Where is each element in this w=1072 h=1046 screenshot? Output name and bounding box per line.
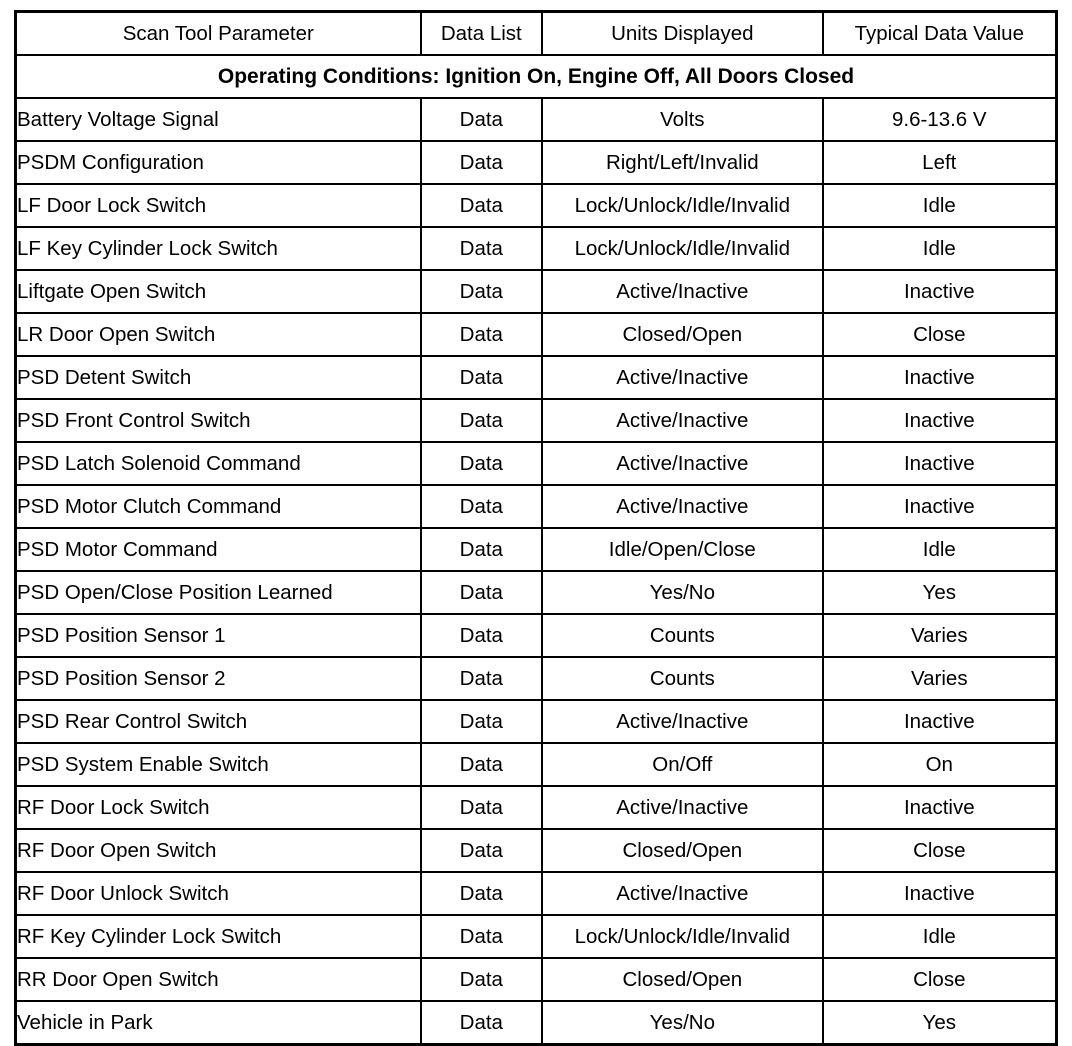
cell-parameter: LF Key Cylinder Lock Switch xyxy=(16,227,421,270)
cell-units: Closed/Open xyxy=(542,958,823,1001)
cell-parameter: LF Door Lock Switch xyxy=(16,184,421,227)
cell-parameter: PSD Rear Control Switch xyxy=(16,700,421,743)
cell-parameter: Battery Voltage Signal xyxy=(16,98,421,141)
table-body xyxy=(16,55,1057,1045)
cell-data-list: Data xyxy=(421,356,543,399)
cell-data-list: Data xyxy=(421,528,543,571)
cell-data-list: Data xyxy=(421,1001,543,1045)
cell-value: Idle xyxy=(823,528,1057,571)
cell-value: Left xyxy=(823,141,1057,184)
table-row xyxy=(16,227,1057,270)
cell-value: Close xyxy=(823,829,1057,872)
cell-value: Inactive xyxy=(823,356,1057,399)
cell-units: Lock/Unlock/Idle/Invalid xyxy=(542,227,823,270)
table-header xyxy=(16,12,1057,56)
cell-parameter: PSD Motor Command xyxy=(16,528,421,571)
cell-value: Inactive xyxy=(823,442,1057,485)
cell-parameter: PSDM Configuration xyxy=(16,141,421,184)
table-row xyxy=(16,571,1057,614)
cell-value: Inactive xyxy=(823,270,1057,313)
cell-value: Idle xyxy=(823,184,1057,227)
cell-parameter: PSD Latch Solenoid Command xyxy=(16,442,421,485)
operating-conditions-row xyxy=(16,55,1057,98)
table-row xyxy=(16,1001,1057,1045)
column-header-units: Units Displayed xyxy=(542,12,823,56)
cell-units: Active/Inactive xyxy=(542,700,823,743)
table-row xyxy=(16,872,1057,915)
scan-tool-parameter-table xyxy=(14,10,1058,1046)
cell-data-list: Data xyxy=(421,442,543,485)
cell-data-list: Data xyxy=(421,313,543,356)
cell-value: Inactive xyxy=(823,872,1057,915)
cell-value: Inactive xyxy=(823,399,1057,442)
cell-parameter: PSD Position Sensor 1 xyxy=(16,614,421,657)
cell-parameter: RF Door Lock Switch xyxy=(16,786,421,829)
cell-value: Inactive xyxy=(823,786,1057,829)
cell-parameter: PSD Front Control Switch xyxy=(16,399,421,442)
cell-data-list: Data xyxy=(421,270,543,313)
cell-units: Active/Inactive xyxy=(542,872,823,915)
table-row xyxy=(16,743,1057,786)
cell-units: Closed/Open xyxy=(542,313,823,356)
cell-value: Varies xyxy=(823,657,1057,700)
cell-units: Yes/No xyxy=(542,571,823,614)
cell-parameter: Vehicle in Park xyxy=(16,1001,421,1045)
cell-value: 9.6-13.6 V xyxy=(823,98,1057,141)
cell-parameter: RF Door Open Switch xyxy=(16,829,421,872)
cell-value: On xyxy=(823,743,1057,786)
cell-data-list: Data xyxy=(421,872,543,915)
cell-units: Yes/No xyxy=(542,1001,823,1045)
cell-units: Counts xyxy=(542,657,823,700)
cell-units: Active/Inactive xyxy=(542,399,823,442)
cell-parameter: RR Door Open Switch xyxy=(16,958,421,1001)
cell-parameter: PSD Open/Close Position Learned xyxy=(16,571,421,614)
cell-parameter: PSD Position Sensor 2 xyxy=(16,657,421,700)
cell-data-list: Data xyxy=(421,915,543,958)
cell-units: Active/Inactive xyxy=(542,485,823,528)
table-row xyxy=(16,98,1057,141)
cell-data-list: Data xyxy=(421,98,543,141)
table-row xyxy=(16,141,1057,184)
table-row xyxy=(16,829,1057,872)
cell-data-list: Data xyxy=(421,184,543,227)
table-row xyxy=(16,657,1057,700)
cell-units: Counts xyxy=(542,614,823,657)
table-row xyxy=(16,700,1057,743)
cell-data-list: Data xyxy=(421,399,543,442)
cell-data-list: Data xyxy=(421,786,543,829)
cell-parameter: RF Door Unlock Switch xyxy=(16,872,421,915)
operating-conditions-text: Operating Conditions: Ignition On, Engine Off, All Doors Closed xyxy=(16,55,1057,98)
cell-units: Active/Inactive xyxy=(542,786,823,829)
table-row xyxy=(16,786,1057,829)
cell-value: Idle xyxy=(823,915,1057,958)
cell-parameter: LR Door Open Switch xyxy=(16,313,421,356)
cell-units: Active/Inactive xyxy=(542,356,823,399)
cell-parameter: PSD Motor Clutch Command xyxy=(16,485,421,528)
cell-units: Idle/Open/Close xyxy=(542,528,823,571)
cell-units: Right/Left/Invalid xyxy=(542,141,823,184)
cell-data-list: Data xyxy=(421,657,543,700)
cell-data-list: Data xyxy=(421,227,543,270)
cell-parameter: PSD Detent Switch xyxy=(16,356,421,399)
table-row xyxy=(16,958,1057,1001)
table-row xyxy=(16,485,1057,528)
cell-data-list: Data xyxy=(421,571,543,614)
cell-data-list: Data xyxy=(421,485,543,528)
cell-data-list: Data xyxy=(421,614,543,657)
table-row xyxy=(16,356,1057,399)
cell-units: Active/Inactive xyxy=(542,270,823,313)
cell-data-list: Data xyxy=(421,829,543,872)
cell-units: Active/Inactive xyxy=(542,442,823,485)
cell-parameter: Liftgate Open Switch xyxy=(16,270,421,313)
cell-value: Yes xyxy=(823,571,1057,614)
cell-value: Inactive xyxy=(823,485,1057,528)
cell-value: Close xyxy=(823,958,1057,1001)
cell-units: Lock/Unlock/Idle/Invalid xyxy=(542,915,823,958)
column-header-parameter: Scan Tool Parameter xyxy=(16,12,421,56)
column-header-value: Typical Data Value xyxy=(823,12,1057,56)
cell-value: Inactive xyxy=(823,700,1057,743)
cell-value: Yes xyxy=(823,1001,1057,1045)
cell-data-list: Data xyxy=(421,700,543,743)
cell-parameter: PSD System Enable Switch xyxy=(16,743,421,786)
cell-value: Varies xyxy=(823,614,1057,657)
table-row xyxy=(16,313,1057,356)
table-row xyxy=(16,915,1057,958)
cell-data-list: Data xyxy=(421,141,543,184)
cell-data-list: Data xyxy=(421,958,543,1001)
table-row xyxy=(16,399,1057,442)
table-row xyxy=(16,528,1057,571)
table-row xyxy=(16,270,1057,313)
cell-units: On/Off xyxy=(542,743,823,786)
cell-units: Lock/Unlock/Idle/Invalid xyxy=(542,184,823,227)
cell-parameter: RF Key Cylinder Lock Switch xyxy=(16,915,421,958)
header-row xyxy=(16,12,1057,56)
table-row xyxy=(16,614,1057,657)
cell-data-list: Data xyxy=(421,743,543,786)
cell-units: Volts xyxy=(542,98,823,141)
cell-value: Close xyxy=(823,313,1057,356)
cell-value: Idle xyxy=(823,227,1057,270)
table-row xyxy=(16,442,1057,485)
column-header-data-list: Data List xyxy=(421,12,543,56)
table-row xyxy=(16,184,1057,227)
cell-units: Closed/Open xyxy=(542,829,823,872)
